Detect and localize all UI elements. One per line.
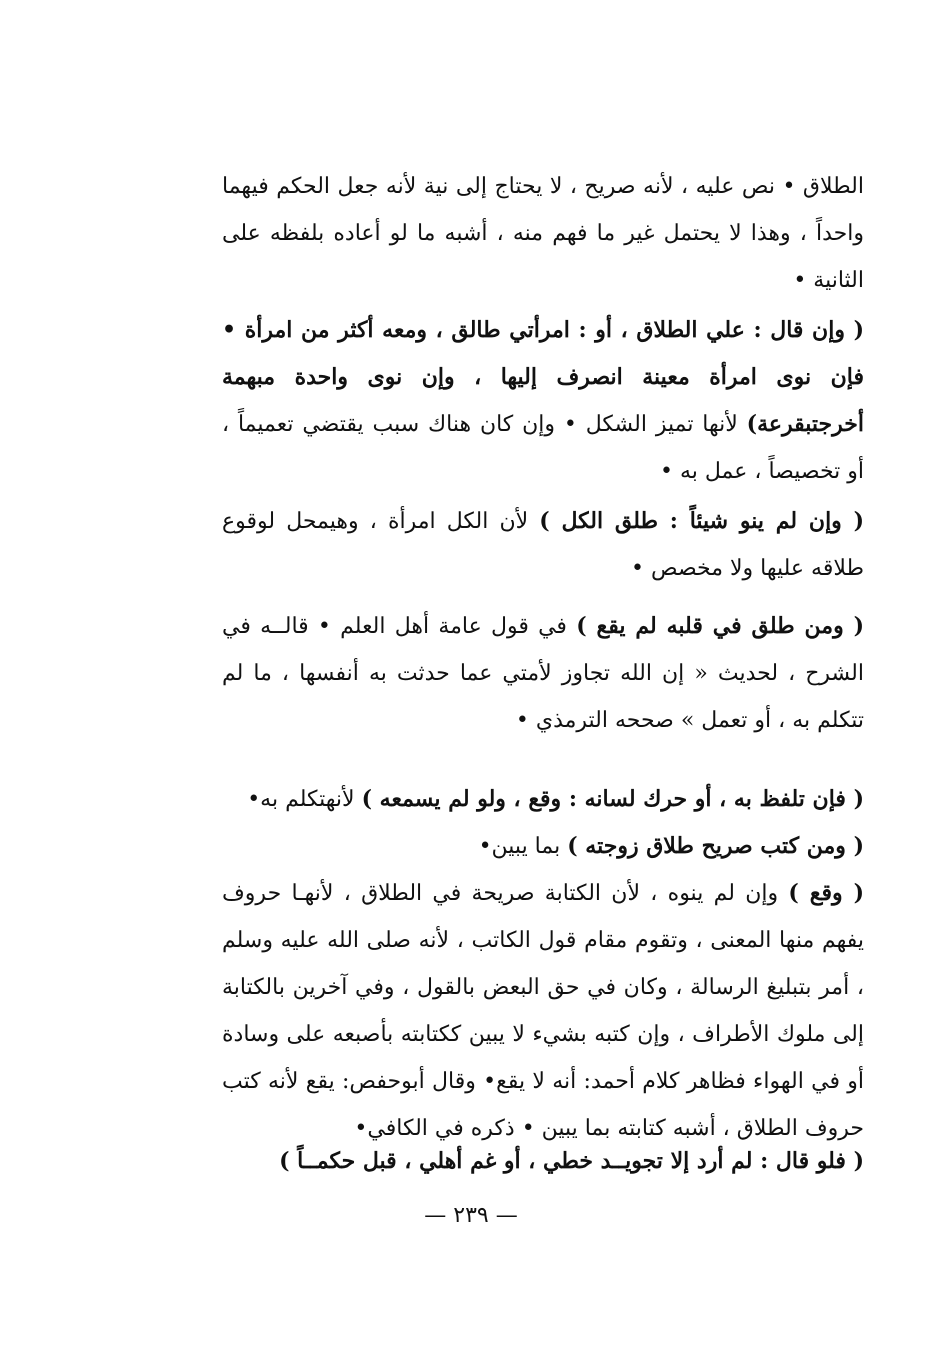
paragraph-text: الطلاق • نص عليه ، لأنه صريح ، لا يحتاج إلى نية لأنه جعل الحكم فيهما واحداً ، وهذا لا يحتمل غير ما فهم منه ، أشبه ما لو أعاده بلفظه على الثانية • — [222, 174, 864, 293]
sharh-text: في قول عامة أهل العلم • قالــه في الشرح ، لحديث « إن الله تجاوز لأمتي عما حدثت به أنفسها ، ما لم تتكلم به ، أو تعمل » صححه الترمذي • — [222, 614, 864, 733]
matn-text: ( ومن طلق في قلبه لم يقع ) — [576, 613, 865, 639]
paragraph-text — [222, 603, 864, 744]
sharh-text: بما يبين• — [478, 834, 568, 859]
matn-text: ( وقع ) — [788, 880, 864, 906]
paragraph-7 — [222, 870, 864, 1152]
paragraph-4 — [222, 603, 864, 744]
paragraph-6 — [222, 823, 864, 870]
sharh-text: لأن الكل امرأة ، وهيمحل لوقوع طلاقه عليها ولا مخصص • — [222, 509, 864, 581]
matn-text: ( فلو قال : لم أرد إلا تجويــد خطي ، أو غم أهلي ، قبل حكمــاً ) — [279, 1148, 864, 1174]
matn-text: ( وإن قال : علي الطلاق ، أو : امرأتي طالق ، ومعه أكثر من امرأة • فإن نوى امرأة معينة انصرف إليها ، وإن نوى واحدة مبهمة أخرجتبقرعة) — [222, 317, 864, 437]
paragraph-text — [222, 307, 864, 495]
paragraph-3 — [222, 498, 864, 592]
matn-text: ( وإن لم ينو شيئاً : طلق الكل ) — [539, 508, 864, 534]
sharh-text: لأنها تميز الشكل • وإن كان هناك سبب يقتضي تعميماً ، أو تخصيصاً ، عمل به • — [222, 412, 864, 484]
matn-text: ( ومن كتب صريح طلاق زوجته ) — [567, 833, 864, 859]
paragraph-8 — [222, 1138, 864, 1185]
paragraph-text — [222, 870, 864, 1152]
matn-text: ( فإن تلفظ به ، أو حرك لسانه : وقع ، ولو لم يسمعه ) — [361, 786, 864, 812]
page-number: — ٢٣٩ — — [424, 1203, 518, 1228]
paragraph-5 — [222, 776, 864, 823]
paragraph-text — [222, 498, 864, 592]
sharh-text: لأنهتكلم به• — [247, 787, 362, 812]
paragraph-2 — [222, 307, 864, 495]
sharh-text: وإن لم ينوه ، لأن الكتابة صريحة في الطلاق ، لأنهـا حروف يفهم منها المعنى ، وتقوم مقام قول الكاتب ، لأنه صلى الله عليه وسلم ، أمر بتبليغ الرسالة ، وكان في حق البعض بالقول ، وفي آخرين بالكتابة إلى ملوك الأطراف ، وإن كتبه بشيء لا يبين ككتابته بأصبعه على وسادة أو في الهواء فظاهر كلام أحمد: أنه لا يقع• وقال أبوحفص: يقع لأنه كتب حروف الطلاق ، أشبه كتابته بما يبين • ذكره في الكافي• — [222, 881, 864, 1141]
paragraph-1 — [222, 163, 864, 304]
